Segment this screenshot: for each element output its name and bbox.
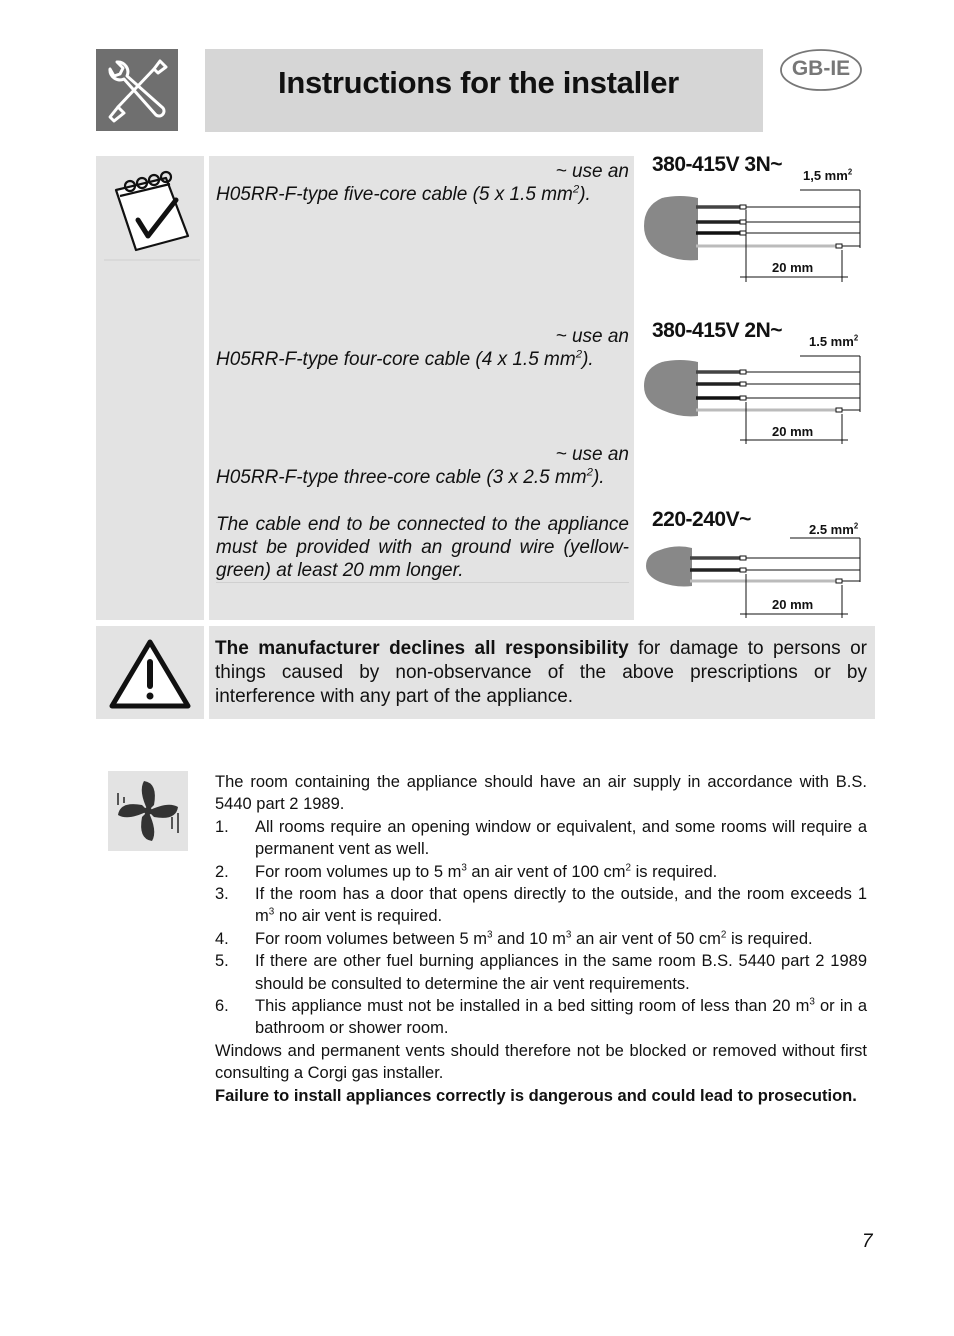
voltage-label-2n: 380-415V 2N~ (652, 319, 783, 342)
cable-entry-1-tilde: ~ use an (555, 161, 629, 182)
list-text: This appliance must not be installed in a bed sitting room of less than 20 m (255, 997, 810, 1016)
section-value: 1.5 mm (809, 334, 854, 349)
section-value: 1,5 mm (803, 168, 848, 183)
cable-diagram-2n (640, 346, 870, 451)
warning-panel (209, 626, 875, 719)
voltage-label-single: 220-240V~ (652, 508, 751, 531)
list-text: is required. (726, 929, 813, 948)
voltage-label-3n: 380-415V 3N~ (652, 153, 783, 176)
list-text: an air vent of 50 cm (571, 929, 721, 948)
cable-entry-3 (216, 466, 629, 489)
sup: 2 (586, 466, 593, 479)
sup: 3 (487, 929, 493, 941)
list-text: All rooms require an opening window or equivalent, and some rooms will require a permanent vent as well. (255, 817, 867, 859)
cable-entry-1 (216, 183, 629, 206)
ground-wire-note: The cable end to be connected to the appliance must be provided with an ground wire (yellow-green) at least 20 mm longer. (216, 514, 629, 581)
warning-icon-panel (96, 626, 204, 719)
sup: 2 (853, 521, 859, 531)
list-text: If the room has a door that opens directly to the outside, and the room exceeds 1 m (255, 885, 867, 926)
list-text: If there are other fuel burning appliances in the same room B.S. 5440 part 2 1989 should be consulted to determine the air vent requirements. (255, 952, 867, 993)
list-number: 5. (215, 952, 229, 971)
list-text: is required. (631, 862, 718, 881)
sup: 2 (720, 929, 727, 941)
list-number: 4. (215, 929, 229, 948)
warning-text (215, 637, 867, 709)
list-item (215, 861, 867, 883)
list-item (215, 995, 867, 1040)
cable-entry-2-text: H05RR-F-type four-core cable (4 x 1.5 mm (216, 349, 576, 370)
sup: 3 (809, 996, 815, 1008)
list-text: no air vent is required. (274, 907, 443, 926)
cable-entry-2 (216, 348, 629, 371)
cable-entry-2-tilde: ~ use an (555, 326, 629, 347)
sup: 3 (565, 929, 572, 941)
sup: 2 (575, 348, 583, 361)
tools-icon (96, 49, 178, 131)
section-value: 2.5 mm (809, 522, 854, 537)
warning-bold-text: The manufacturer declines all responsibility (215, 638, 629, 659)
fan-icon (108, 771, 188, 851)
cable-entry-1-end: ). (579, 184, 591, 205)
cable-diagram-3n (640, 180, 870, 285)
sup: 2 (847, 167, 853, 177)
list-item (215, 816, 867, 861)
badge-text: GB-IE (791, 57, 851, 80)
list-text: an air vent of 100 cm (466, 862, 626, 881)
page-number: 7 (862, 1231, 873, 1252)
cable-text-panel (209, 156, 634, 620)
prosecution-warning: Failure to install appliances correctly is dangerous and could lead to prosecution. (215, 1086, 857, 1105)
warning-rest-text: for damage to persons or things caused by non-observance of the above prescriptions or by interference with any part of the appliance. (215, 638, 867, 707)
list-text: For room volumes up to 5 m (255, 862, 462, 881)
sup: 2 (572, 183, 580, 196)
cable-entry-3-tilde: ~ use an (555, 444, 629, 465)
list-number: 1. (215, 817, 229, 836)
notepad-check-icon (96, 156, 204, 264)
cable-entry-2-end: ). (582, 349, 594, 370)
page-title: Instructions for the installer (278, 65, 679, 100)
list-text: or in a bathroom or shower room. (255, 997, 867, 1038)
list-item (215, 883, 867, 928)
list-text: and 10 m (492, 929, 566, 948)
divider (216, 582, 629, 583)
sup: 3 (461, 862, 467, 874)
sup: 2 (625, 862, 631, 874)
list-text: For room volumes between 5 m (255, 929, 488, 948)
notepad-check-icon-panel (96, 156, 204, 620)
warning-icon (96, 626, 204, 719)
ventilation-text (215, 771, 867, 1107)
list-number: 6. (215, 997, 229, 1016)
cable-entry-3-end: ). (592, 467, 605, 488)
length-label-3n: 20 mm (772, 260, 814, 275)
cable-entry-1-text: H05RR-F-type five-core cable (5 x 1.5 mm (216, 184, 573, 205)
cable-diagram-single-phase (640, 530, 870, 622)
list-item (215, 928, 867, 950)
list-item (215, 950, 867, 995)
sup: 3 (268, 906, 275, 918)
length-label-single: 20 mm (772, 597, 814, 612)
list-number: 2. (215, 862, 229, 881)
ventilation-intro: The room containing the appliance should have an air supply in accordance with B.S. 5440 part 2 1989. (215, 773, 867, 814)
gb-ie-badge (779, 48, 863, 90)
cable-entry-3-text: H05RR-F-type three-core cable (3 x 2.5 mm (216, 467, 587, 488)
list-number: 3. (215, 885, 229, 904)
ventilation-closing: Windows and permanent vents should therefore not be blocked or removed without first consulting a Corgi gas installer. (215, 1041, 867, 1083)
title-bar (205, 49, 763, 132)
sup: 2 (853, 333, 859, 343)
length-label-2n: 20 mm (772, 424, 814, 439)
